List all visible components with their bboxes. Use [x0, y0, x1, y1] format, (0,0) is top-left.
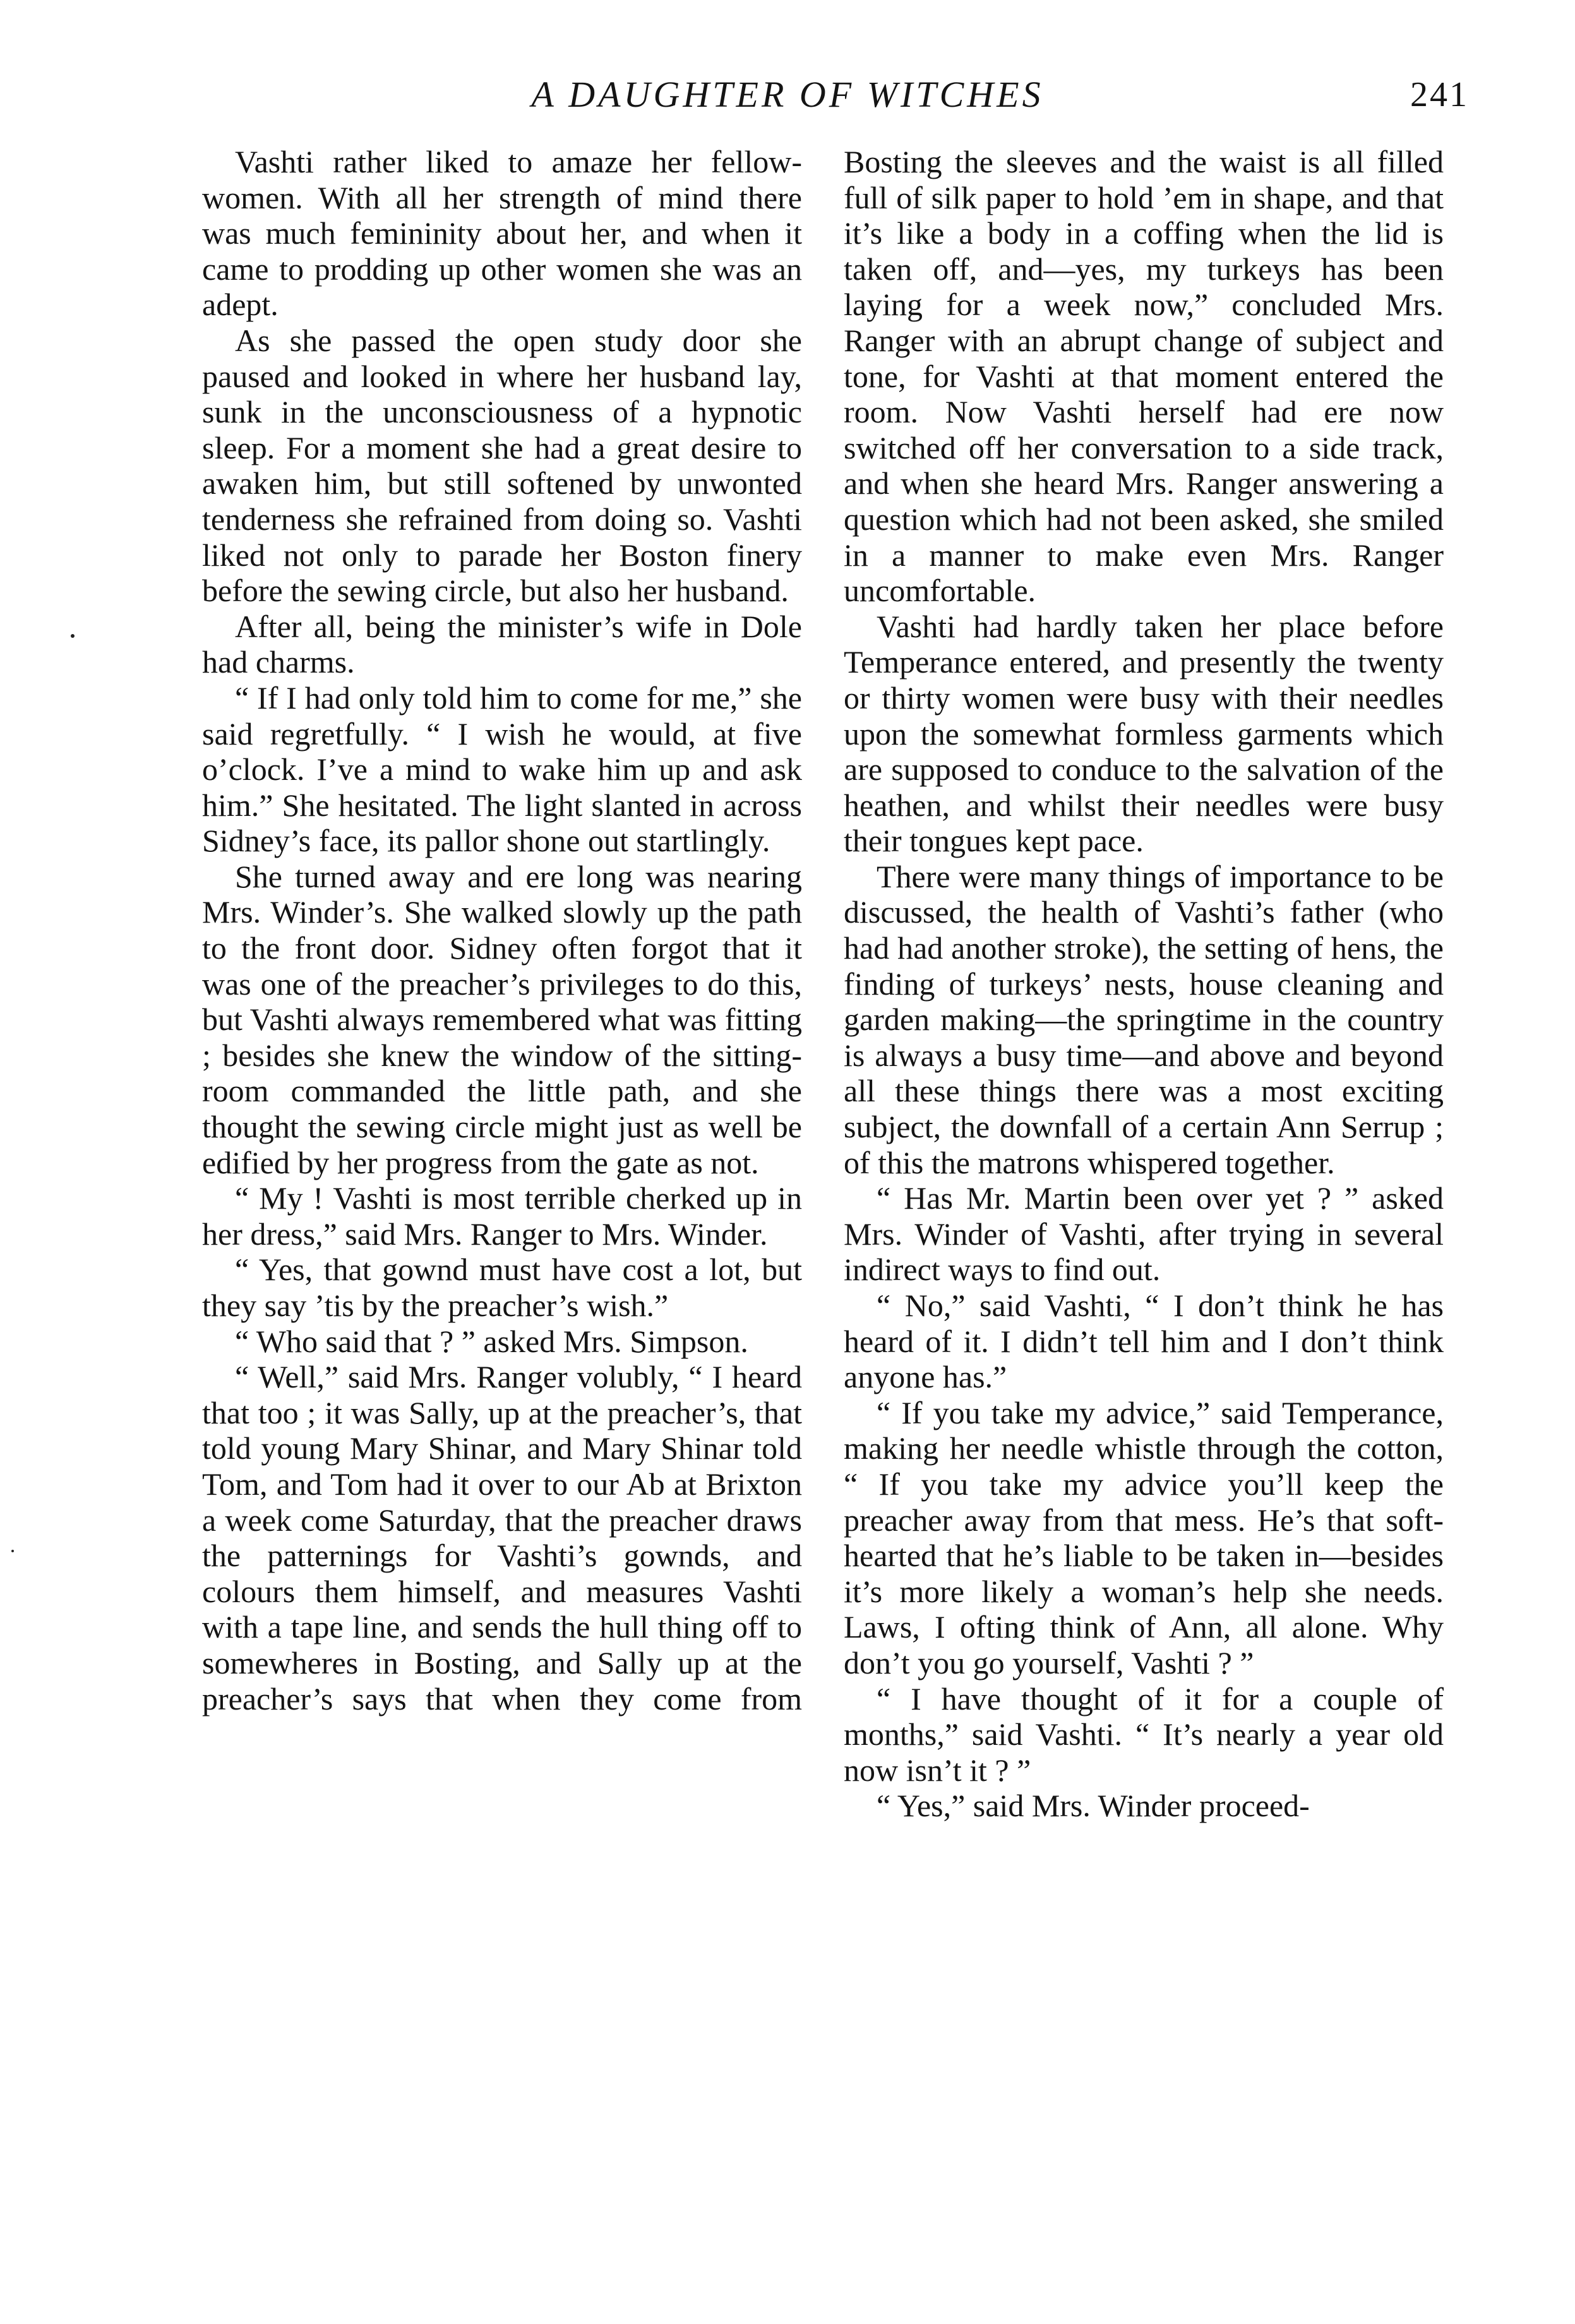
- paragraph: Bosting the sleeves and the waist is all filled full of silk paper to hold ’em in shape, and that it’s like a body in a coffing when the lid is taken off, and—yes, my turkeys has been laying for a week now,” concluded Mrs. Ranger with an abrupt change of subject and tone, for Vashti at that moment entered the room. Now Vashti herself had ere now switched off her conversation to a side track, and when she heard Mrs. Ranger answering a question which had not been asked, she smiled in a manner to make even Mrs. Ranger uncomfortable.: [844, 144, 1444, 609]
- paragraph: She turned away and ere long was nearing Mrs. Winder’s. She walked slowly up the path to the front door. Sidney often forgot that it was one of the preacher’s privileges to do this, but Vashti always remembered what was fitting ; besides she knew the window of the sitting-room commanded the little path, and she thought the sewing circle might just as well be edified by her progress from the gate as not.: [202, 858, 802, 1180]
- paragraph: “ If you take my advice,” said Temperance, making her needle whistle through the cotton, “ If you take my advice you’ll keep the preacher away from that mess. He’s that soft-hearted that he’s liable to be taken in—besides it’s more likely a woman’s help she needs. Laws, I ofting think of Ann, all alone. Why don’t you go yourself, Vashti ? ”: [844, 1394, 1444, 1680]
- paragraph: “ Yes,” said Mrs. Winder proceed-: [877, 1788, 1310, 1824]
- paragraph: Vashti rather liked to amaze her fellow-women. With all her strength of mind there was much femininity about her, and when it came to prodding up other women she was an adept.: [202, 144, 802, 323]
- paragraph: “ I have thought of it for a couple of months,” said Vashti. “ It’s nearly a year old now isn’t it ? ”: [844, 1680, 1444, 1788]
- paragraph: “ Who said that ? ” asked Mrs. Simpson.: [235, 1323, 748, 1359]
- paragraph: There were many things of importance to be discussed, the health of Vashti’s father (who had had another stroke), the setting of hens, the finding of turkeys’ nests, house cleaning and garden making—the springtime in the country is always a busy time—and above and beyond all these things there was a most exciting subject, the downfall of a certain Ann Serrup ; of this the matrons whispered together.: [844, 858, 1444, 1180]
- paragraph: “ Well,” said Mrs. Ranger volubly, “ I heard that too ; it was Sally, up at the preacher’s, that told young Mary Shinar, and Mary Shinar told Tom, and Tom had it over to our Ab at Brixton a week come Saturday, that the preacher draws the patternings for Vashti’s gownds, and colours them himself, and measures Vashti with a tape line, and sends the hull thing off to somewheres in Bosting, and Sally up at the preacher’s says that when they come from: [202, 1359, 802, 1716]
- paragraph: After all, being the minister’s wife in Dole had charms.: [202, 608, 802, 680]
- paragraph: Vashti had hardly taken her place before Temperance entered, and presently the twenty or thirty women were busy with their needles upon the somewhat formless garments which are supposed to conduce to the salvation of the heathen, and whilst their needles were busy their tongues kept pace.: [844, 608, 1444, 859]
- paragraph: “ Yes, that gownd must have cost a lot, but they say ’tis by the preacher’s wish.”: [202, 1252, 802, 1323]
- running-title: A DAUGHTER OF WITCHES: [531, 74, 1044, 115]
- paragraph: “ If I had only told him to come for me,” she said regretfully. “ I wish he would, at five o’clock. I’ve a mind to wake him up and ask him.” She hesitated. The light slanted in across Sidney’s face, its pallor shone out startlingly.: [202, 680, 802, 859]
- left-column: [202, 144, 802, 1716]
- ink-speck: [11, 1550, 14, 1552]
- ink-speck: [71, 634, 75, 638]
- paragraph: “ My ! Vashti is most terrible cherked up in her dress,” said Mrs. Ranger to Mrs. Winder.: [202, 1180, 802, 1252]
- right-column: [844, 144, 1444, 1824]
- page-number: 241: [1410, 75, 1469, 114]
- running-head: [0, 69, 1575, 120]
- paragraph: “ Has Mr. Martin been over yet ? ” asked Mrs. Winder of Vashti, after trying in several indirect ways to find out.: [844, 1180, 1444, 1288]
- paragraph: “ No,” said Vashti, “ I don’t think he has heard of it. I didn’t tell him and I don’t think anyone has.”: [844, 1288, 1444, 1395]
- paragraph: As she passed the open study door she paused and looked in where her husband lay, sunk in the unconsciousness of a hypnotic sleep. For a moment she had a great desire to awaken him, but still softened by unwonted tenderness she refrained from doing so. Vashti liked not only to parade her Boston finery before the sewing circle, but also her husband.: [202, 322, 802, 609]
